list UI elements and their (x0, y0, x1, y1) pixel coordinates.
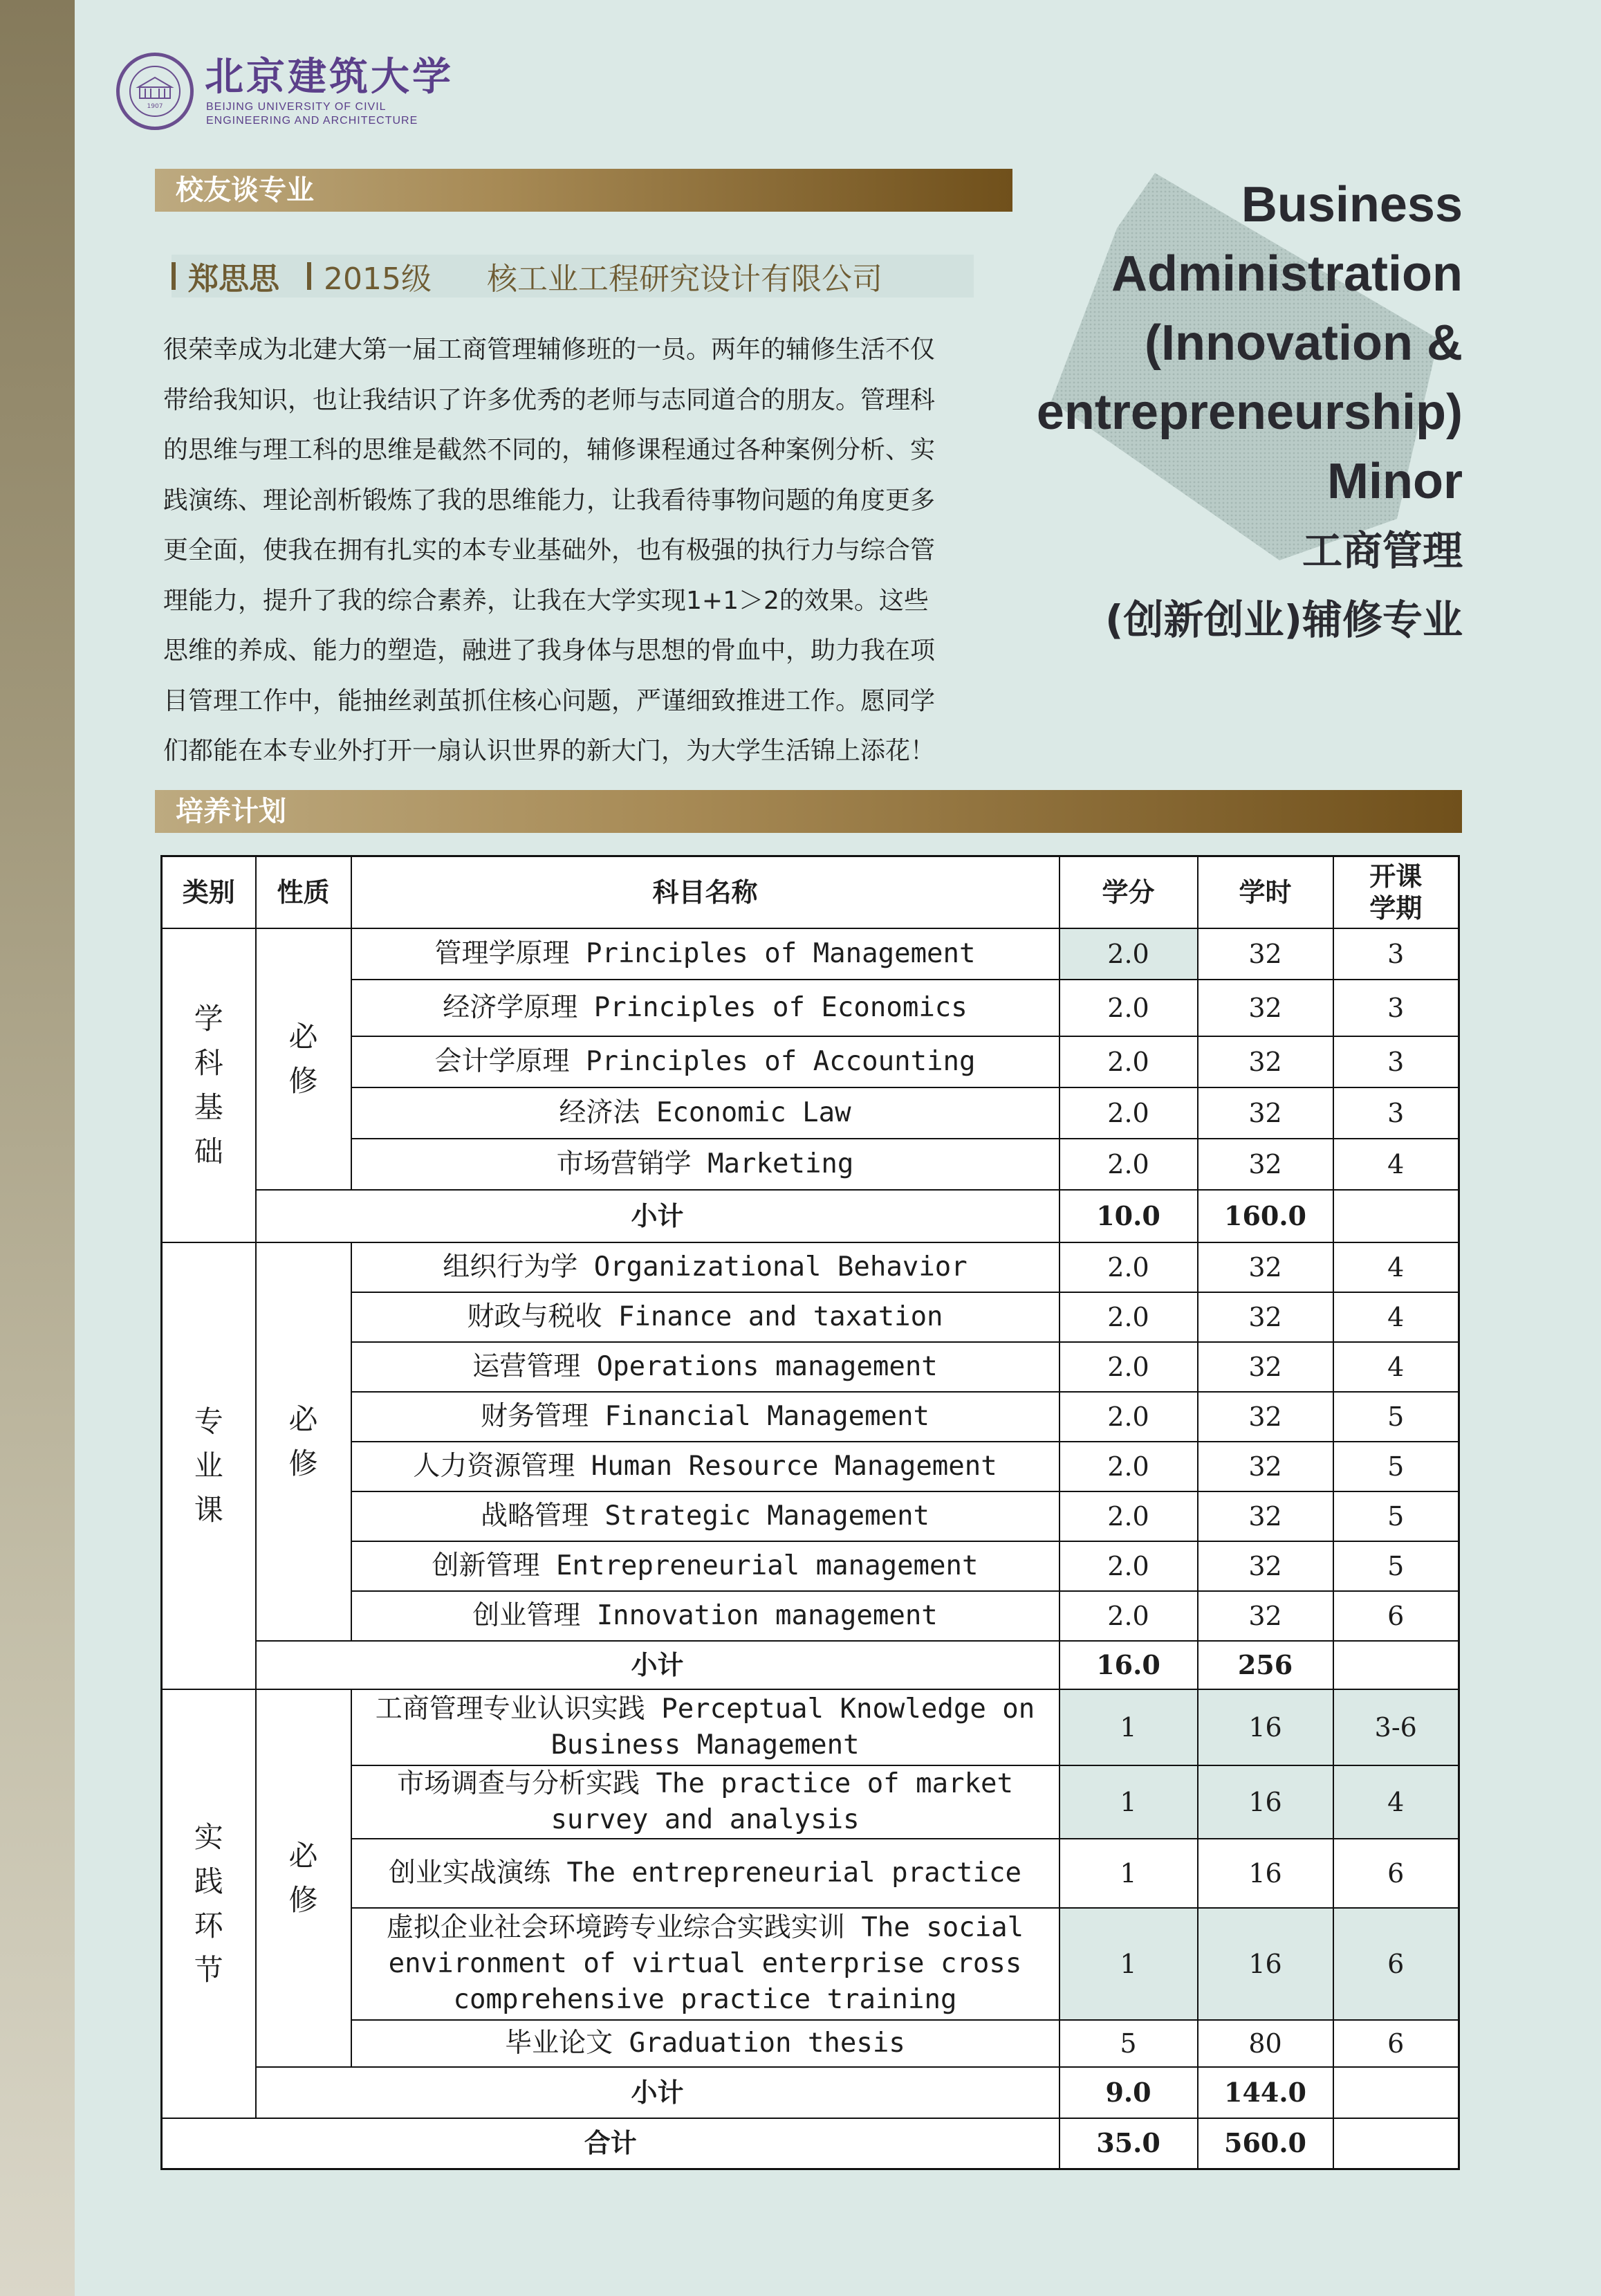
course-name: 虚拟企业社会环境跨专业综合实践实训 The social environment of virtual enterprise cross comprehensive practice training (351, 1908, 1059, 2020)
subtotal-credit: 10.0 (1059, 1190, 1198, 1242)
alumni-testimonial (163, 325, 993, 777)
testimonial-line: 更全面，使我在拥有扎实的本专业基础外，也有极强的执行力与综合管 (163, 536, 936, 564)
byline-divider (307, 262, 311, 290)
course-hours: 32 (1198, 1442, 1333, 1491)
course-hours: 32 (1198, 1087, 1333, 1139)
table-row (162, 1765, 1459, 1839)
table-row (162, 1908, 1459, 2020)
subtotal-label: 小计 (256, 1641, 1059, 1689)
alumni-year: 2015级 (324, 261, 432, 297)
table-row (162, 1839, 1459, 1908)
seal-year: 1907 (147, 103, 163, 110)
course-credit: 2.0 (1059, 1392, 1198, 1442)
course-name: 创业实战演练 The entrepreneurial practice (351, 1839, 1059, 1908)
course-hours: 32 (1198, 1036, 1333, 1087)
course-name: 毕业论文 Graduation thesis (351, 2020, 1059, 2067)
testimonial-line: 带给我知识，也让我结识了许多优秀的老师与志同道合的朋友。管理科 (163, 385, 936, 414)
table-row (162, 1442, 1459, 1491)
university-name-cn: 北京建筑大学 (205, 54, 454, 100)
table-row (162, 1342, 1459, 1392)
course-name: 经济学原理 Principles of Economics (351, 980, 1059, 1036)
course-hours: 32 (1198, 1242, 1333, 1292)
course-credit: 2.0 (1059, 1292, 1198, 1342)
testimonial-line: 很荣幸成为北建大第一届工商管理辅修班的一员。两年的辅修生活不仅 (163, 336, 936, 364)
title-en-line: (Innovation & (1145, 315, 1463, 371)
title-en-line: Minor (1327, 454, 1463, 509)
course-semester: 5 (1333, 1392, 1459, 1442)
category-char: 践 (194, 1864, 223, 1898)
course-name: 创新管理 Entrepreneurial management (351, 1541, 1059, 1591)
subtotal-label: 小计 (256, 2067, 1059, 2118)
table-row (162, 980, 1459, 1036)
course-name: 战略管理 Strategic Management (351, 1491, 1059, 1541)
header-semester-line2: 学期 (1369, 892, 1423, 924)
course-credit: 2.0 (1059, 1491, 1198, 1541)
subtotal-credit: 16.0 (1059, 1641, 1198, 1689)
nature-char: 必 (288, 1402, 318, 1436)
table-row (162, 1491, 1459, 1541)
course-name: 财政与税收 Finance and taxation (351, 1292, 1059, 1342)
nature-char: 修 (288, 1882, 318, 1917)
testimonial-line: 们都能在本专业外打开一扇认识世界的新大门，为大学生活锦上添花！ (163, 737, 936, 765)
title-en-line: Business (1241, 177, 1463, 232)
course-credit: 1 (1059, 1765, 1198, 1839)
category-char: 学 (194, 1001, 223, 1036)
header-nature: 性质 (256, 856, 351, 928)
category-cell (162, 928, 256, 1242)
course-name: 市场调查与分析实践 The practice of market survey and analysis (351, 1765, 1059, 1839)
table-row (162, 1087, 1459, 1139)
course-semester: 3-6 (1333, 1689, 1459, 1765)
course-credit: 2.0 (1059, 1139, 1198, 1190)
university-logo (116, 53, 476, 136)
course-semester: 6 (1333, 1591, 1459, 1641)
category-char: 基 (194, 1090, 223, 1124)
nature-char: 必 (288, 1019, 318, 1054)
nature-cell (256, 928, 351, 1190)
total-hours: 560.0 (1198, 2118, 1333, 2169)
category-char: 专 (194, 1404, 223, 1438)
course-semester: 4 (1333, 1242, 1459, 1292)
course-semester: 4 (1333, 1765, 1459, 1839)
course-semester: 3 (1333, 1036, 1459, 1087)
byline-divider (172, 262, 176, 290)
category-char: 科 (194, 1045, 223, 1080)
category-cell (162, 1242, 256, 1689)
testimonial-line: 目管理工作中，能抽丝剥茧抓住核心问题，严谨细致推进工作。愿同学 (163, 686, 936, 715)
course-credit: 1 (1059, 1839, 1198, 1908)
training-plan-table (160, 855, 1460, 2170)
subtotal-row (162, 1190, 1459, 1242)
alumni-company: 核工业工程研究设计有限公司 (486, 261, 882, 297)
alumni-byline (172, 255, 974, 297)
header-semester-line1: 开课 (1369, 861, 1423, 892)
course-credit: 1 (1059, 1908, 1198, 2020)
left-decorative-strip (0, 0, 75, 2296)
subtotal-row (162, 2067, 1459, 2118)
university-seal-icon (116, 53, 194, 130)
course-hours: 32 (1198, 1491, 1333, 1541)
testimonial-line: 理能力，提升了我的综合素养，让我在大学实现1+1＞2的效果。这些 (163, 586, 929, 615)
table-row (162, 1242, 1459, 1292)
subtotal-credit: 9.0 (1059, 2067, 1198, 2118)
title-cn-line: 工商管理 (1302, 527, 1463, 574)
nature-char: 修 (288, 1063, 318, 1098)
table-row (162, 2020, 1459, 2067)
testimonial-line: 践演练、理论剖析锻炼了我的思维能力，让我看待事物问题的角度更多 (163, 486, 936, 515)
course-name: 经济法 Economic Law (351, 1087, 1059, 1139)
course-semester: 4 (1333, 1139, 1459, 1190)
subtotal-label: 小计 (256, 1190, 1059, 1242)
course-credit: 2.0 (1059, 1442, 1198, 1491)
course-hours: 32 (1198, 928, 1333, 980)
course-credit: 2.0 (1059, 1591, 1198, 1641)
course-name: 财务管理 Financial Management (351, 1392, 1059, 1442)
course-semester: 3 (1333, 928, 1459, 980)
course-semester: 5 (1333, 1491, 1459, 1541)
nature-cell (256, 1242, 351, 1641)
course-hours: 16 (1198, 1839, 1333, 1908)
course-semester: 5 (1333, 1442, 1459, 1491)
title-cn-line: (创新创业)辅修专业 (1104, 596, 1463, 643)
testimonial-line: 思维的养成、能力的塑造，融进了我身体与思想的骨血中，助力我在项 (163, 636, 936, 665)
subtotal-row (162, 1641, 1459, 1689)
course-credit: 2.0 (1059, 1242, 1198, 1292)
course-credit: 2.0 (1059, 980, 1198, 1036)
subtotal-semester-empty (1333, 2067, 1459, 2118)
course-semester: 6 (1333, 2020, 1459, 2067)
course-hours: 32 (1198, 1139, 1333, 1190)
category-char: 节 (194, 1952, 223, 1987)
header-category: 类别 (162, 856, 256, 928)
course-name: 运营管理 Operations management (351, 1342, 1059, 1392)
course-hours: 16 (1198, 1689, 1333, 1765)
course-hours: 32 (1198, 1541, 1333, 1591)
university-name-en-line1: BEIJING UNIVERSITY OF CIVIL (206, 101, 387, 113)
nature-char: 修 (288, 1446, 318, 1480)
course-credit: 2.0 (1059, 1342, 1198, 1392)
category-char: 实 (194, 1819, 223, 1854)
course-semester: 3 (1333, 1087, 1459, 1139)
course-semester: 4 (1333, 1342, 1459, 1392)
course-hours: 32 (1198, 1591, 1333, 1641)
course-hours: 16 (1198, 1765, 1333, 1839)
header-semester (1333, 856, 1459, 928)
category-char: 环 (194, 1908, 223, 1943)
course-name: 组织行为学 Organizational Behavior (351, 1242, 1059, 1292)
subtotal-hours: 256 (1198, 1641, 1333, 1689)
nature-cell (256, 1689, 351, 2067)
total-label: 合计 (162, 2118, 1059, 2169)
course-name: 市场营销学 Marketing (351, 1139, 1059, 1190)
table-row (162, 1392, 1459, 1442)
section-title-alumni: 校友谈专业 (155, 169, 1012, 212)
course-semester: 4 (1333, 1292, 1459, 1342)
course-hours: 16 (1198, 1908, 1333, 2020)
program-title (1037, 170, 1463, 654)
header-credit: 学分 (1059, 856, 1198, 928)
course-hours: 32 (1198, 1342, 1333, 1392)
table-row (162, 928, 1459, 980)
course-credit: 2.0 (1059, 1541, 1198, 1591)
course-name: 创业管理 Innovation management (351, 1591, 1059, 1641)
course-semester: 6 (1333, 1839, 1459, 1908)
total-semester-empty (1333, 2118, 1459, 2169)
course-hours: 32 (1198, 980, 1333, 1036)
subtotal-hours: 160.0 (1198, 1190, 1333, 1242)
course-credit: 2.0 (1059, 1087, 1198, 1139)
course-semester: 6 (1333, 1908, 1459, 2020)
course-hours: 32 (1198, 1292, 1333, 1342)
course-hours: 80 (1198, 2020, 1333, 2067)
table-row (162, 1292, 1459, 1342)
table-row (162, 1139, 1459, 1190)
section-title-plan: 培养计划 (155, 790, 1462, 833)
subtotal-semester-empty (1333, 1641, 1459, 1689)
total-row (162, 2118, 1459, 2169)
subtotal-hours: 144.0 (1198, 2067, 1333, 2118)
course-hours: 32 (1198, 1392, 1333, 1442)
header-hours: 学时 (1198, 856, 1333, 928)
course-name: 管理学原理 Principles of Management (351, 928, 1059, 980)
table-row (162, 1689, 1459, 1765)
category-cell (162, 1689, 256, 2118)
header-course: 科目名称 (351, 856, 1059, 928)
table-row (162, 1036, 1459, 1087)
category-char: 课 (194, 1492, 223, 1527)
category-char: 业 (194, 1448, 223, 1482)
nature-char: 必 (288, 1838, 318, 1873)
course-name: 人力资源管理 Human Resource Management (351, 1442, 1059, 1491)
course-credit: 2.0 (1059, 928, 1198, 980)
testimonial-line: 的思维与理工科的思维是截然不同的，辅修课程通过各种案例分析、实 (163, 436, 936, 464)
table-header-row (162, 856, 1459, 928)
course-semester: 3 (1333, 980, 1459, 1036)
course-credit: 2.0 (1059, 1036, 1198, 1087)
title-en-line: Administration (1111, 246, 1463, 302)
university-name-en-line2: ENGINEERING AND ARCHITECTURE (206, 115, 418, 127)
course-credit: 5 (1059, 2020, 1198, 2067)
course-name: 工商管理专业认识实践 Perceptual Knowledge on Business Management (351, 1689, 1059, 1765)
alumni-name: 郑思思 (188, 261, 279, 297)
table-row (162, 1541, 1459, 1591)
title-en-line: entrepreneurship) (1036, 385, 1463, 440)
course-semester: 5 (1333, 1541, 1459, 1591)
course-name: 会计学原理 Principles of Accounting (351, 1036, 1059, 1087)
category-char: 础 (194, 1134, 223, 1168)
course-credit: 1 (1059, 1689, 1198, 1765)
subtotal-semester-empty (1333, 1190, 1459, 1242)
table-row (162, 1591, 1459, 1641)
total-credit: 35.0 (1059, 2118, 1198, 2169)
